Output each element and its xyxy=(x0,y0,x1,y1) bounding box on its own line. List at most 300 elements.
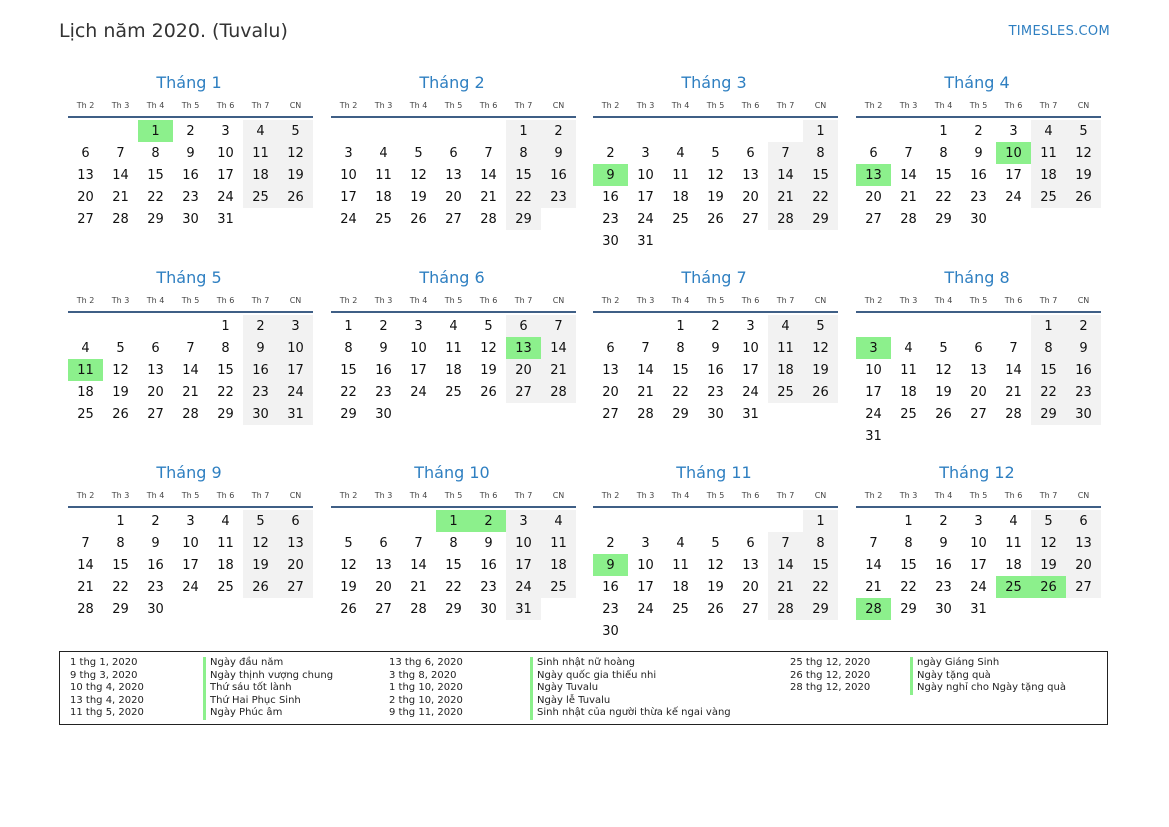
day-cell: 29 xyxy=(217,406,234,422)
holiday-legend xyxy=(59,651,1108,725)
day-cell: 4 xyxy=(1009,513,1018,529)
day-cell: 5 xyxy=(414,145,423,161)
weekend-day: 1 xyxy=(506,120,541,142)
weekday-label: Th 3 xyxy=(636,491,655,500)
weekend-day: 31 xyxy=(506,598,541,620)
weekend-day: 8 xyxy=(803,532,838,554)
day-cell: 24 xyxy=(410,384,427,400)
weekend-day: 15 xyxy=(803,164,838,186)
day-grid xyxy=(68,120,313,230)
weekday-label: Th 4 xyxy=(409,491,428,500)
day-cell: 20 xyxy=(970,384,987,400)
day-cell: 1 xyxy=(939,123,948,139)
weekday-label: Th 2 xyxy=(339,101,358,110)
day-cell: 17 xyxy=(410,362,427,378)
day-cell: 17 xyxy=(742,362,759,378)
weekend-day: 28 xyxy=(768,208,803,230)
weekday-label: Th 4 xyxy=(409,101,428,110)
day-cell: 3 xyxy=(414,318,423,334)
day-cell: 26 xyxy=(707,211,724,227)
header-rule xyxy=(68,116,313,118)
month-name: Tháng 10 xyxy=(414,463,490,482)
holiday-day: 3 xyxy=(856,337,891,359)
day-cell: 25 xyxy=(375,211,392,227)
weekday-label: Th 7 xyxy=(1039,296,1058,305)
day-cell: 3 xyxy=(344,145,353,161)
day-cell: 30 xyxy=(602,623,619,639)
day-cell: 11 xyxy=(1005,535,1022,551)
day-cell: 2 xyxy=(711,318,720,334)
weekday-label: CN xyxy=(289,101,302,110)
day-cell: 21 xyxy=(1005,384,1022,400)
weekend-day: 14 xyxy=(768,554,803,576)
day-cell: 21 xyxy=(410,579,427,595)
weekend-day: 13 xyxy=(278,532,313,554)
header-rule xyxy=(331,506,576,508)
day-cell: 17 xyxy=(217,167,234,183)
legend-holiday-name: Thứ Hai Phục Sinh xyxy=(203,695,301,708)
day-cell: 29 xyxy=(900,601,917,617)
legend-date: 1 thg 1, 2020 xyxy=(70,657,138,668)
day-cell: 28 xyxy=(900,211,917,227)
day-cell: 29 xyxy=(340,406,357,422)
day-cell: 30 xyxy=(970,211,987,227)
day-cell: 6 xyxy=(974,340,983,356)
day-cell: 18 xyxy=(672,579,689,595)
day-cell: 22 xyxy=(900,579,917,595)
day-cell: 1 xyxy=(344,318,353,334)
day-cell: 18 xyxy=(375,189,392,205)
day-cell: 7 xyxy=(414,535,423,551)
day-cell: 16 xyxy=(970,167,987,183)
weekend-day: 25 xyxy=(243,186,278,208)
holiday-day: 9 xyxy=(593,554,628,576)
day-cell: 9 xyxy=(186,145,195,161)
day-cell: 28 xyxy=(1005,406,1022,422)
weekday-label: Th 3 xyxy=(899,491,918,500)
day-cell: 24 xyxy=(970,579,987,595)
day-cell: 9 xyxy=(484,535,493,551)
day-cell: 18 xyxy=(445,362,462,378)
header-rule xyxy=(856,311,1101,313)
site-link[interactable]: TIMESLES.COM xyxy=(1008,24,1110,39)
legend-holiday-name: Sinh nhật của người thừa kế ngai vàng xyxy=(530,707,731,720)
day-cell: 25 xyxy=(445,384,462,400)
weekday-label: CN xyxy=(1077,491,1090,500)
day-cell: 27 xyxy=(445,211,462,227)
weekend-day: 18 xyxy=(243,164,278,186)
legend-date: 28 thg 12, 2020 xyxy=(790,682,871,694)
day-cell: 5 xyxy=(711,145,720,161)
weekend-day: 11 xyxy=(768,337,803,359)
day-grid xyxy=(593,510,838,642)
weekend-day: 19 xyxy=(803,359,838,381)
weekend-day: 23 xyxy=(243,381,278,403)
weekday-label: Th 3 xyxy=(374,296,393,305)
empty-cell xyxy=(733,120,768,142)
day-cell: 4 xyxy=(676,145,685,161)
day-cell: 24 xyxy=(1005,189,1022,205)
weekday-label: Th 6 xyxy=(1004,491,1023,500)
legend-date: 11 thg 5, 2020 xyxy=(70,707,144,719)
empty-cell xyxy=(593,120,628,142)
day-cell: 24 xyxy=(865,406,882,422)
day-cell: 21 xyxy=(865,579,882,595)
empty-cell xyxy=(628,120,663,142)
weekday-label: Th 7 xyxy=(514,296,533,305)
legend-holiday-name: Thứ sáu tốt lành xyxy=(203,682,292,695)
day-cell: 25 xyxy=(672,211,689,227)
weekday-label: CN xyxy=(552,296,565,305)
day-cell: 6 xyxy=(746,145,755,161)
day-cell: 3 xyxy=(221,123,230,139)
day-cell: 28 xyxy=(182,406,199,422)
day-cell: 26 xyxy=(707,601,724,617)
weekend-day: 6 xyxy=(278,510,313,532)
weekend-day: 26 xyxy=(243,576,278,598)
day-cell: 9 xyxy=(939,535,948,551)
day-cell: 19 xyxy=(935,384,952,400)
day-cell: 29 xyxy=(672,406,689,422)
holiday-day: 2 xyxy=(471,510,506,532)
day-cell: 2 xyxy=(379,318,388,334)
day-cell: 2 xyxy=(606,535,615,551)
legend-date: 9 thg 3, 2020 xyxy=(70,669,138,681)
weekend-day: 2 xyxy=(1066,315,1101,337)
weekend-day: 18 xyxy=(541,554,576,576)
day-cell: 31 xyxy=(637,233,654,249)
day-cell: 13 xyxy=(445,167,462,183)
weekend-day: 8 xyxy=(1031,337,1066,359)
weekend-day: 4 xyxy=(1031,120,1066,142)
legend-holiday-name: Ngày Phúc âm xyxy=(203,707,282,720)
day-cell: 26 xyxy=(410,211,427,227)
weekday-label: Th 6 xyxy=(1004,296,1023,305)
empty-cell xyxy=(366,510,401,532)
legend-date: 13 thg 4, 2020 xyxy=(70,694,144,706)
weekday-header xyxy=(856,295,1101,307)
day-cell: 27 xyxy=(742,601,759,617)
day-cell: 17 xyxy=(340,189,357,205)
weekend-day: 6 xyxy=(1066,510,1101,532)
day-cell: 24 xyxy=(637,211,654,227)
day-cell: 23 xyxy=(147,579,164,595)
weekday-label: CN xyxy=(289,296,302,305)
empty-cell xyxy=(628,510,663,532)
day-cell: 3 xyxy=(641,145,650,161)
day-cell: 13 xyxy=(77,167,94,183)
day-cell: 24 xyxy=(742,384,759,400)
empty-cell xyxy=(68,120,103,142)
weekend-day: 10 xyxy=(278,337,313,359)
day-cell: 6 xyxy=(606,340,615,356)
weekend-day: 27 xyxy=(278,576,313,598)
weekday-label: Th 5 xyxy=(969,296,988,305)
day-cell: 30 xyxy=(375,406,392,422)
weekday-label: Th 5 xyxy=(444,101,463,110)
day-cell: 2 xyxy=(974,123,983,139)
month-block xyxy=(856,73,1101,230)
weekday-label: Th 4 xyxy=(409,296,428,305)
weekday-label: Th 6 xyxy=(741,491,760,500)
day-cell: 30 xyxy=(707,406,724,422)
empty-cell xyxy=(891,120,926,142)
day-cell: 8 xyxy=(221,340,230,356)
day-cell: 29 xyxy=(445,601,462,617)
weekend-day: 5 xyxy=(243,510,278,532)
day-cell: 28 xyxy=(77,601,94,617)
day-cell: 11 xyxy=(375,167,392,183)
month-block xyxy=(331,268,576,425)
day-cell: 23 xyxy=(970,189,987,205)
day-cell: 26 xyxy=(935,406,952,422)
day-cell: 5 xyxy=(344,535,353,551)
day-cell: 17 xyxy=(865,384,882,400)
legend-holiday-name: Ngày quốc gia thiếu nhi xyxy=(530,670,656,683)
day-cell: 2 xyxy=(186,123,195,139)
empty-cell xyxy=(103,315,138,337)
holiday-day: 13 xyxy=(506,337,541,359)
legend-date: 1 thg 10, 2020 xyxy=(389,682,463,694)
header-rule xyxy=(593,116,838,118)
day-cell: 7 xyxy=(641,340,650,356)
weekday-label: CN xyxy=(552,491,565,500)
day-cell: 11 xyxy=(900,362,917,378)
weekend-day: 15 xyxy=(803,554,838,576)
weekday-label: Th 2 xyxy=(601,296,620,305)
day-cell: 16 xyxy=(935,557,952,573)
holiday-day: 11 xyxy=(68,359,103,381)
day-cell: 22 xyxy=(340,384,357,400)
day-cell: 25 xyxy=(77,406,94,422)
weekend-day: 16 xyxy=(1066,359,1101,381)
weekday-label: Th 6 xyxy=(479,491,498,500)
empty-cell xyxy=(331,510,366,532)
legend-holiday-name: Ngày lễ Tuvalu xyxy=(530,695,610,708)
day-cell: 12 xyxy=(410,167,427,183)
day-cell: 18 xyxy=(1005,557,1022,573)
day-cell: 3 xyxy=(1009,123,1018,139)
weekday-label: Th 6 xyxy=(216,101,235,110)
day-cell: 21 xyxy=(480,189,497,205)
weekday-label: Th 3 xyxy=(899,101,918,110)
weekday-label: Th 7 xyxy=(251,491,270,500)
weekend-day: 2 xyxy=(541,120,576,142)
weekend-day: 7 xyxy=(541,315,576,337)
weekend-day: 26 xyxy=(278,186,313,208)
day-cell: 8 xyxy=(116,535,125,551)
weekday-label: Th 7 xyxy=(1039,491,1058,500)
weekday-label: Th 4 xyxy=(934,296,953,305)
weekend-day: 12 xyxy=(803,337,838,359)
holiday-day: 13 xyxy=(856,164,891,186)
weekend-day: 20 xyxy=(278,554,313,576)
day-cell: 12 xyxy=(480,340,497,356)
day-cell: 27 xyxy=(970,406,987,422)
day-cell: 5 xyxy=(939,340,948,356)
day-grid xyxy=(331,120,576,230)
day-cell: 20 xyxy=(865,189,882,205)
holiday-day: 25 xyxy=(996,576,1031,598)
day-cell: 22 xyxy=(147,189,164,205)
day-grid xyxy=(856,120,1101,230)
weekday-label: Th 3 xyxy=(899,296,918,305)
day-cell: 27 xyxy=(865,211,882,227)
day-cell: 19 xyxy=(480,362,497,378)
weekday-label: CN xyxy=(1077,296,1090,305)
day-cell: 9 xyxy=(974,145,983,161)
weekday-label: Th 7 xyxy=(776,296,795,305)
month-block xyxy=(856,463,1101,620)
day-cell: 28 xyxy=(637,406,654,422)
weekday-header xyxy=(68,100,313,112)
weekend-day: 8 xyxy=(803,142,838,164)
day-cell: 9 xyxy=(379,340,388,356)
day-cell: 16 xyxy=(147,557,164,573)
month-name: Tháng 12 xyxy=(939,463,1015,482)
weekend-day: 8 xyxy=(506,142,541,164)
weekday-label: Th 2 xyxy=(601,101,620,110)
weekend-day: 1 xyxy=(803,120,838,142)
weekday-label: Th 7 xyxy=(251,296,270,305)
day-cell: 29 xyxy=(935,211,952,227)
day-cell: 13 xyxy=(602,362,619,378)
day-cell: 20 xyxy=(445,189,462,205)
weekday-label: Th 4 xyxy=(146,296,165,305)
weekend-day: 2 xyxy=(243,315,278,337)
day-cell: 23 xyxy=(707,384,724,400)
weekday-label: Th 3 xyxy=(374,101,393,110)
weekend-day: 28 xyxy=(541,381,576,403)
day-cell: 17 xyxy=(182,557,199,573)
day-cell: 14 xyxy=(1005,362,1022,378)
holiday-day: 10 xyxy=(996,142,1031,164)
weekday-label: Th 7 xyxy=(514,101,533,110)
day-cell: 23 xyxy=(602,601,619,617)
day-cell: 22 xyxy=(445,579,462,595)
day-cell: 18 xyxy=(672,189,689,205)
weekend-day: 25 xyxy=(1031,186,1066,208)
weekday-label: CN xyxy=(814,296,827,305)
day-cell: 14 xyxy=(900,167,917,183)
weekday-header xyxy=(856,100,1101,112)
month-block xyxy=(593,73,838,252)
header-rule xyxy=(331,311,576,313)
day-cell: 17 xyxy=(637,579,654,595)
weekday-label: Th 7 xyxy=(1039,101,1058,110)
weekday-label: Th 5 xyxy=(969,491,988,500)
day-cell: 18 xyxy=(217,557,234,573)
day-cell: 4 xyxy=(676,535,685,551)
day-cell: 13 xyxy=(742,167,759,183)
month-name: Tháng 2 xyxy=(419,73,485,92)
day-cell: 16 xyxy=(602,189,619,205)
weekday-label: Th 2 xyxy=(76,491,95,500)
day-cell: 15 xyxy=(672,362,689,378)
day-cell: 2 xyxy=(939,513,948,529)
day-cell: 11 xyxy=(672,557,689,573)
weekend-day: 3 xyxy=(506,510,541,532)
day-cell: 3 xyxy=(746,318,755,334)
day-cell: 14 xyxy=(77,557,94,573)
weekend-day: 24 xyxy=(278,381,313,403)
weekend-day: 26 xyxy=(1066,186,1101,208)
day-cell: 26 xyxy=(480,384,497,400)
day-grid xyxy=(331,315,576,425)
month-name: Tháng 8 xyxy=(944,268,1010,287)
day-cell: 18 xyxy=(77,384,94,400)
weekend-day: 15 xyxy=(506,164,541,186)
day-cell: 15 xyxy=(340,362,357,378)
weekday-label: Th 4 xyxy=(671,101,690,110)
day-cell: 23 xyxy=(602,211,619,227)
weekday-label: CN xyxy=(289,491,302,500)
holiday-day: 26 xyxy=(1031,576,1066,598)
day-cell: 1 xyxy=(904,513,913,529)
weekday-label: CN xyxy=(814,101,827,110)
day-cell: 28 xyxy=(410,601,427,617)
day-cell: 6 xyxy=(151,340,160,356)
empty-cell xyxy=(663,510,698,532)
weekday-label: Th 2 xyxy=(864,296,883,305)
empty-cell xyxy=(593,510,628,532)
day-cell: 8 xyxy=(904,535,913,551)
day-cell: 12 xyxy=(707,557,724,573)
weekday-header xyxy=(593,490,838,502)
header-rule xyxy=(68,311,313,313)
day-cell: 16 xyxy=(182,167,199,183)
weekend-day: 27 xyxy=(1066,576,1101,598)
holiday-day: 1 xyxy=(138,120,173,142)
weekend-day: 21 xyxy=(768,576,803,598)
day-cell: 8 xyxy=(939,145,948,161)
month-name: Tháng 9 xyxy=(156,463,222,482)
day-cell: 24 xyxy=(217,189,234,205)
day-cell: 22 xyxy=(672,384,689,400)
day-cell: 8 xyxy=(449,535,458,551)
month-name: Tháng 4 xyxy=(944,73,1010,92)
day-cell: 24 xyxy=(340,211,357,227)
day-cell: 5 xyxy=(484,318,493,334)
empty-cell xyxy=(471,120,506,142)
weekday-label: Th 7 xyxy=(514,491,533,500)
day-cell: 10 xyxy=(970,535,987,551)
weekday-header xyxy=(68,295,313,307)
legend-date: 10 thg 4, 2020 xyxy=(70,682,144,694)
header-rule xyxy=(593,311,838,313)
day-cell: 1 xyxy=(116,513,125,529)
day-cell: 21 xyxy=(900,189,917,205)
weekday-label: Th 6 xyxy=(741,296,760,305)
empty-cell xyxy=(68,510,103,532)
day-cell: 28 xyxy=(480,211,497,227)
day-cell: 16 xyxy=(375,362,392,378)
weekday-label: CN xyxy=(552,101,565,110)
day-grid xyxy=(68,315,313,425)
weekend-day: 14 xyxy=(541,337,576,359)
month-name: Tháng 1 xyxy=(156,73,222,92)
day-cell: 15 xyxy=(217,362,234,378)
day-cell: 14 xyxy=(480,167,497,183)
month-block xyxy=(593,268,838,425)
weekend-day: 26 xyxy=(803,381,838,403)
weekday-label: Th 5 xyxy=(181,491,200,500)
weekend-day: 24 xyxy=(506,576,541,598)
empty-cell xyxy=(698,120,733,142)
day-cell: 8 xyxy=(151,145,160,161)
day-cell: 10 xyxy=(865,362,882,378)
day-cell: 6 xyxy=(81,145,90,161)
